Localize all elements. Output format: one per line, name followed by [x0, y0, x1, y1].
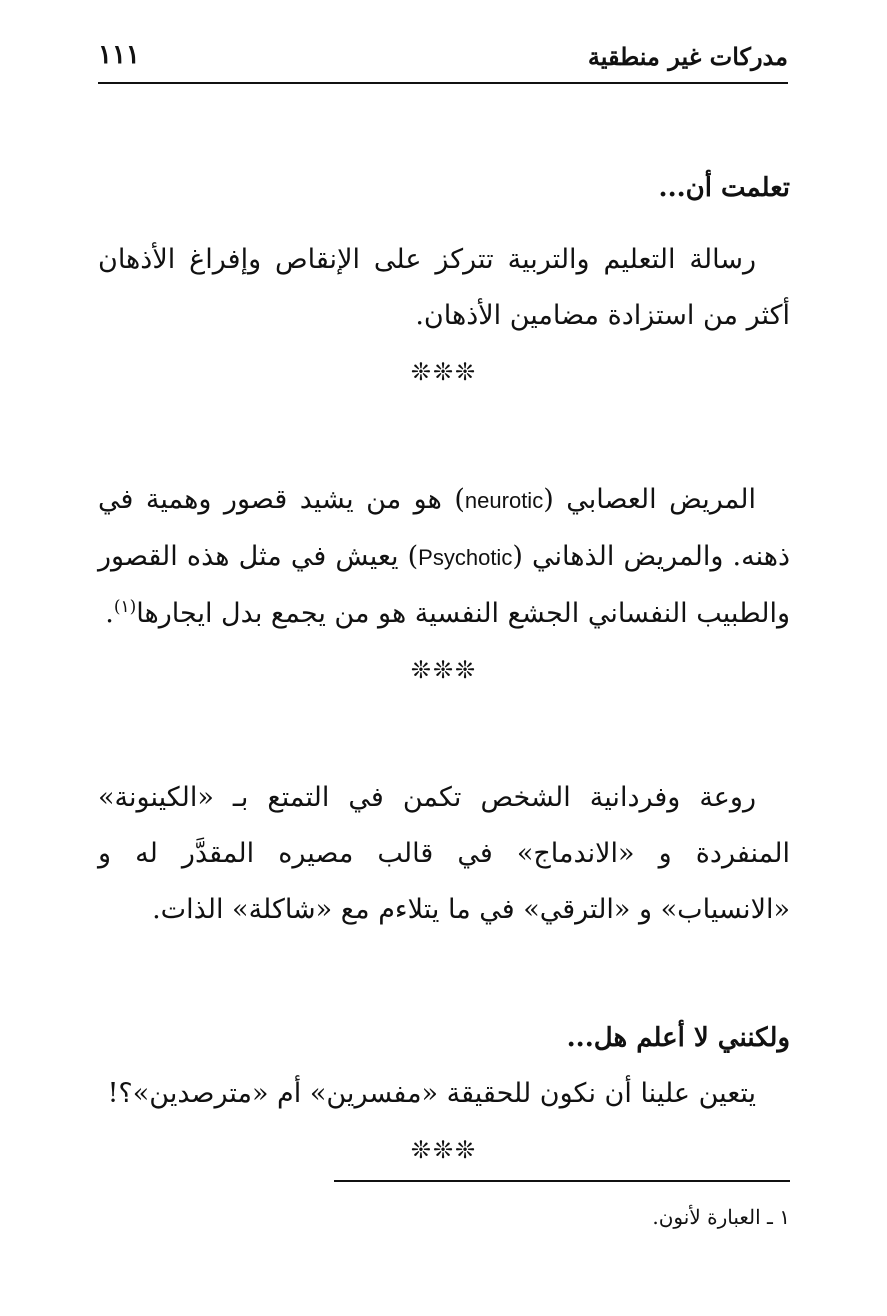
section-separator: ❊❊❊: [410, 656, 478, 684]
running-title: مدركات غير منطقية: [587, 42, 788, 71]
page-header: [98, 38, 788, 84]
paragraph: روعة وفردانية الشخص تكمن في التمتع بـ «الكينونة» المنفردة و «الاندماج» في قالب مصيره المقدَّر له و «الانسياب» و «الترقي» في ما يتلاءم مع «شاكلة» الذات.: [98, 782, 790, 925]
paragraph: يتعين علينا أن نكون للحقيقة «مفسرين» أم «مترصدين»؟!: [107, 1078, 756, 1109]
footnote: ١ ـ العبارة لأنون.: [652, 1205, 790, 1229]
section-separator: ❊❊❊: [410, 1136, 478, 1164]
latin-term: Psychotic: [418, 545, 513, 570]
paragraph: [98, 472, 790, 642]
section-separator: ❊❊❊: [410, 358, 478, 386]
footnote-divider: [334, 1180, 790, 1182]
text-run: المريض العصابي (: [543, 484, 756, 515]
text-run: .: [105, 598, 114, 629]
section-heading: ولكنني لا أعلم هل...: [566, 1023, 790, 1053]
section-heading: تعلمت أن...: [658, 173, 790, 203]
footnote-marker[interactable]: (١): [113, 597, 137, 617]
page-body: [98, 160, 790, 1178]
text-run: ) يعيش في مثل هذه القصور والطبيب النفساني الجشع النفسية هو من يجمع بدل ايجارها: [98, 541, 790, 629]
page-number: ١١١: [98, 40, 140, 70]
text-run: ) هو من يشيد قصور وهمية في ذهنه. والمريض الذهاني (: [98, 484, 791, 572]
latin-term: neurotic: [464, 488, 544, 513]
paragraph: رسالة التعليم والتربية تتركز على الإنقاص وإفراغ الأذهان أكثر من استزادة مضامين الأذهان.: [98, 244, 790, 331]
